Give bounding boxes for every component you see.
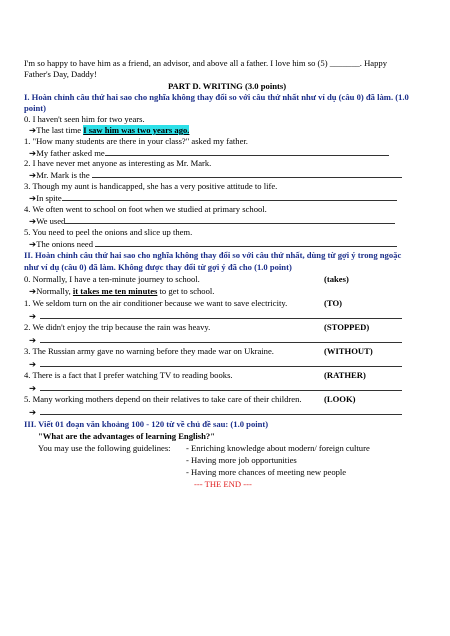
s2-a1-blank[interactable] [40, 310, 402, 319]
s2-q4-text: 4. There is a fact that I prefer watching TV to reading books. [24, 370, 233, 380]
section-1-title-line-1: I. Hoàn chỉnh câu thứ hai sao cho nghĩa không thay đổi so với câu thứ nhất như ví dụ (câu 0) đã làm. (1.0 [24, 92, 409, 102]
s2-q2-keyword: (STOPPED) [324, 322, 370, 332]
s2-a0-suffix: to get to school. [157, 286, 215, 296]
s1-a1-prefix: My father asked me [36, 148, 105, 158]
s1-a4-blank[interactable] [65, 215, 395, 224]
s2-q4-keyword: (RATHER) [324, 370, 366, 380]
s2-q3-keyword: (WITHOUT) [324, 346, 373, 356]
s2-a3-blank[interactable] [40, 358, 402, 367]
section-2-title-line-1: II. Hoàn chỉnh câu thứ hai sao cho nghĩa không thay đổi so với câu thứ nhất, dùng từ gợi ý trong ngoặc [24, 250, 402, 260]
arrow-right-icon: ➔ [29, 216, 37, 226]
s1-q2: 2. I have never met anyone as interesting as Mr. Mark. [24, 158, 212, 168]
s1-a2 [24, 169, 435, 181]
arrow-right-icon: ➔ [29, 148, 37, 158]
guideline-3: - Having more chances of meeting new people [186, 467, 347, 477]
s2-q0-text: 0. Normally, I have a ten-minute journey to school. [24, 274, 200, 284]
section-3-title: III. Viết 01 đoạn văn khoảng 100 - 120 từ về chủ đề sau: (1.0 point) [24, 419, 269, 429]
s2-q5 [24, 394, 430, 405]
s1-q4: 4. We often went to school on foot when we studied at primary school. [24, 204, 267, 214]
s2-q1-keyword: (TO) [324, 298, 342, 308]
s2-q3 [24, 346, 430, 357]
s2-q2 [24, 322, 430, 333]
guideline-1: - Enriching knowledge about modern/ foreign culture [186, 443, 370, 453]
intro-line-2: Father's Day, Daddy! [24, 69, 97, 80]
arrow-right-icon: ➔ [29, 239, 37, 249]
s2-q5-text: 5. Many working mothers depend on their relatives to take care of their children. [24, 394, 302, 404]
arrow-right-icon: ➔ [29, 170, 37, 180]
s2-a5 [24, 406, 435, 418]
s1-a1-blank[interactable] [105, 147, 389, 156]
s2-a2-blank[interactable] [40, 334, 402, 343]
s1-a0-prefix: The last time [36, 125, 84, 135]
arrow-right-icon: ➔ [29, 193, 37, 203]
s1-a4-prefix: We used [36, 216, 66, 226]
arrow-right-icon: ➔ [29, 125, 37, 135]
arrow-right-icon: ➔ [29, 335, 37, 345]
s2-a4-blank[interactable] [40, 382, 402, 391]
s2-q4 [24, 370, 430, 381]
section-2-title-line-2: như ví dụ (câu 0) đã làm. Không được thay đổi từ gợi ý đã cho (1.0 point) [24, 262, 292, 272]
guideline-2: - Having more job opportunities [186, 455, 297, 465]
s2-a3 [24, 358, 435, 370]
s1-a5-blank[interactable] [95, 238, 397, 247]
s2-q5-keyword: (LOOK) [324, 394, 356, 404]
s1-a2-prefix: Mr. Mark is the [36, 170, 92, 180]
essay-question: "What are the advantages of learning English?" [38, 431, 215, 441]
s1-a3 [24, 192, 435, 204]
s1-a3-prefix: In spite [36, 193, 62, 203]
s1-q1: 1. "How many students are there in your class?" asked my father. [24, 136, 248, 146]
s2-a4 [24, 382, 435, 394]
s2-a0 [24, 286, 435, 297]
s1-q0: 0. I haven't seen him for two years. [24, 114, 145, 124]
s1-a2-blank[interactable] [92, 169, 402, 178]
s2-a1 [24, 310, 435, 322]
s1-a0 [24, 125, 435, 136]
arrow-right-icon: ➔ [29, 359, 37, 369]
s1-a5-prefix: The onions need [36, 239, 96, 249]
s2-q2-text: 2. We didn't enjoy the trip because the rain was heavy. [24, 322, 211, 332]
s1-a0-answer: I saw him was two years ago. [83, 125, 190, 135]
s2-a2 [24, 334, 435, 346]
s1-a4 [24, 215, 435, 227]
s2-q1 [24, 298, 430, 309]
arrow-right-icon: ➔ [29, 311, 37, 321]
part-d-title: PART D. WRITING (3.0 points) [167, 81, 287, 91]
the-end-marker: --- THE END --- [194, 479, 252, 489]
s2-q3-text: 3. The Russian army gave no warning before they made war on Ukraine. [24, 346, 274, 356]
s2-a5-blank[interactable] [40, 406, 402, 415]
s1-a5 [24, 238, 435, 250]
s1-q5: 5. You need to peel the onions and slice up them. [24, 227, 193, 237]
s2-a0-answer: it takes me ten minutes [72, 286, 158, 296]
arrow-right-icon: ➔ [29, 286, 37, 296]
section-1-title-line-2: point) [24, 103, 46, 113]
arrow-right-icon: ➔ [29, 383, 37, 393]
s1-a3-blank[interactable] [62, 192, 397, 201]
s2-a0-prefix: Normally, [36, 286, 73, 296]
s1-q3: 3. Though my aunt is handicapped, she has a very positive attitude to life. [24, 181, 278, 191]
s2-q0-keyword: (takes) [324, 274, 349, 284]
intro-line-1: I'm so happy to have him as a friend, an advisor, and above all a father. I love him so (5) _______. Happy [24, 58, 388, 68]
intro-paragraph [24, 58, 430, 80]
arrow-right-icon: ➔ [29, 407, 37, 417]
s2-q1-text: 1. We seldom turn on the air conditioner because we want to save electricity. [24, 298, 288, 308]
s2-q0 [24, 274, 430, 285]
guidelines-label: You may use the following guidelines: [38, 443, 171, 453]
